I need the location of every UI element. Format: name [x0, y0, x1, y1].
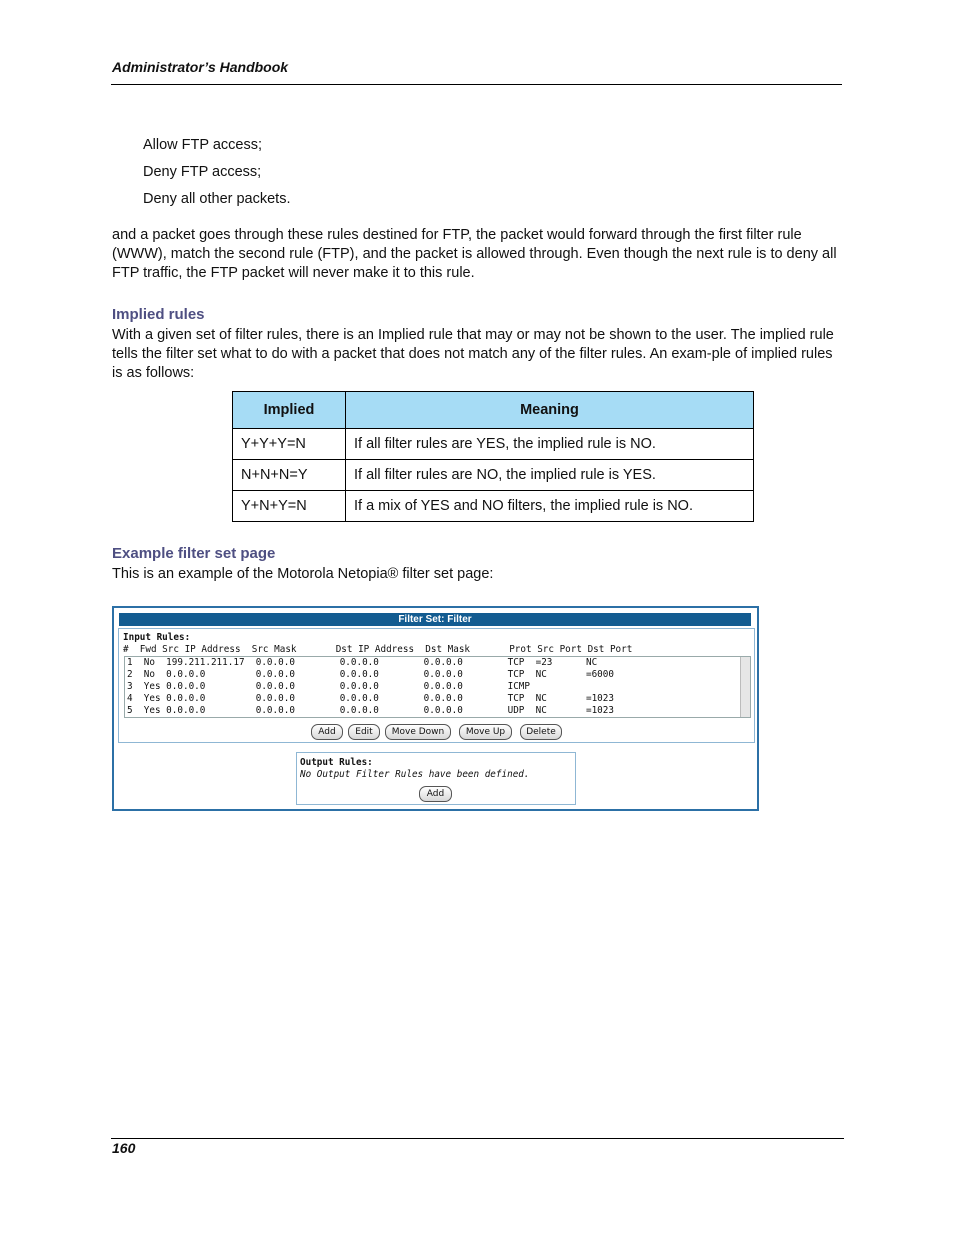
list-item: Deny all other packets.	[143, 191, 291, 207]
move-down-button[interactable]: Move Down	[385, 724, 451, 740]
paragraph-example-filter: This is an example of the Motorola Netopia® filter set page:	[112, 566, 494, 582]
rule-list	[143, 137, 291, 218]
table-row	[233, 491, 754, 522]
filter-set-title-bar: Filter Set: Filter	[119, 613, 751, 626]
list-item: Deny FTP access;	[143, 164, 262, 180]
list-item: Allow FTP access;	[143, 137, 262, 153]
table-row	[233, 460, 754, 491]
paragraph-implied-rules: With a given set of filter rules, there is an Implied rule that may or may not be shown to the user. The implied rule tells the filter set what to do with a packet that does not match any of the filter rules. An exam-ple of implied rules is as follows:	[112, 327, 834, 381]
list-scrollbar[interactable]	[740, 657, 750, 717]
list-item[interactable]: 1 No 199.211.211.17 0.0.0.0 0.0.0.0 0.0.0.0 TCP =23 NC	[127, 657, 598, 668]
list-item[interactable]: 2 No 0.0.0.0 0.0.0.0 0.0.0.0 0.0.0.0 TCP NC =6000	[127, 669, 614, 680]
input-rules-panel	[118, 628, 755, 743]
input-rules-list[interactable]	[124, 656, 751, 718]
page-number: 160	[112, 1140, 136, 1156]
table-cell: N+N+N=Y	[233, 460, 346, 491]
delete-button[interactable]: Delete	[520, 724, 562, 740]
table-cell: Y+N+Y=N	[233, 491, 346, 522]
list-item[interactable]: 3 Yes 0.0.0.0 0.0.0.0 0.0.0.0 0.0.0.0 ICMP	[127, 681, 530, 692]
input-rules-label: Input Rules:	[123, 632, 191, 643]
header-rule	[111, 84, 842, 85]
table-cell: If all filter rules are YES, the implied rule is NO.	[346, 429, 754, 460]
filter-set-screenshot	[112, 606, 759, 811]
table-row	[233, 429, 754, 460]
add-button[interactable]: Add	[311, 724, 343, 740]
edit-button[interactable]: Edit	[348, 724, 380, 740]
table-cell: If all filter rules are NO, the implied rule is YES.	[346, 460, 754, 491]
table-header-row	[233, 392, 754, 429]
column-header-implied: Implied	[233, 392, 346, 429]
table-cell: Y+Y+Y=N	[233, 429, 346, 460]
paragraph-ftp-example: and a packet goes through these rules destined for FTP, the packet would forward through the first filter rule (WWW), match the second rule (FTP), and the packet is allowed through. Even though the next rule is to deny all FTP traffic, the FTP packet will never make it to this rule.	[112, 227, 837, 281]
footer-rule	[111, 1138, 844, 1139]
list-item[interactable]: 4 Yes 0.0.0.0 0.0.0.0 0.0.0.0 0.0.0.0 TCP NC =1023	[127, 693, 614, 704]
implied-rules-table	[232, 391, 754, 522]
output-add-button[interactable]: Add	[419, 786, 452, 802]
output-rules-panel	[296, 752, 576, 805]
section-heading-example-filter: Example filter set page	[112, 545, 276, 562]
input-rules-column-headers: # Fwd Src IP Address Src Mask Dst IP Address Dst Mask Prot Src Port Dst Port	[123, 644, 633, 655]
running-head: Administrator’s Handbook	[112, 59, 289, 75]
section-heading-implied-rules: Implied rules	[112, 306, 205, 323]
column-header-meaning: Meaning	[346, 392, 754, 429]
output-rules-label: Output Rules:	[300, 757, 373, 768]
output-rules-message: No Output Filter Rules have been defined.	[300, 769, 530, 780]
table-cell: If a mix of YES and NO filters, the implied rule is NO.	[346, 491, 754, 522]
move-up-button[interactable]: Move Up	[459, 724, 512, 740]
list-item[interactable]: 5 Yes 0.0.0.0 0.0.0.0 0.0.0.0 0.0.0.0 UDP NC =1023	[127, 705, 614, 716]
